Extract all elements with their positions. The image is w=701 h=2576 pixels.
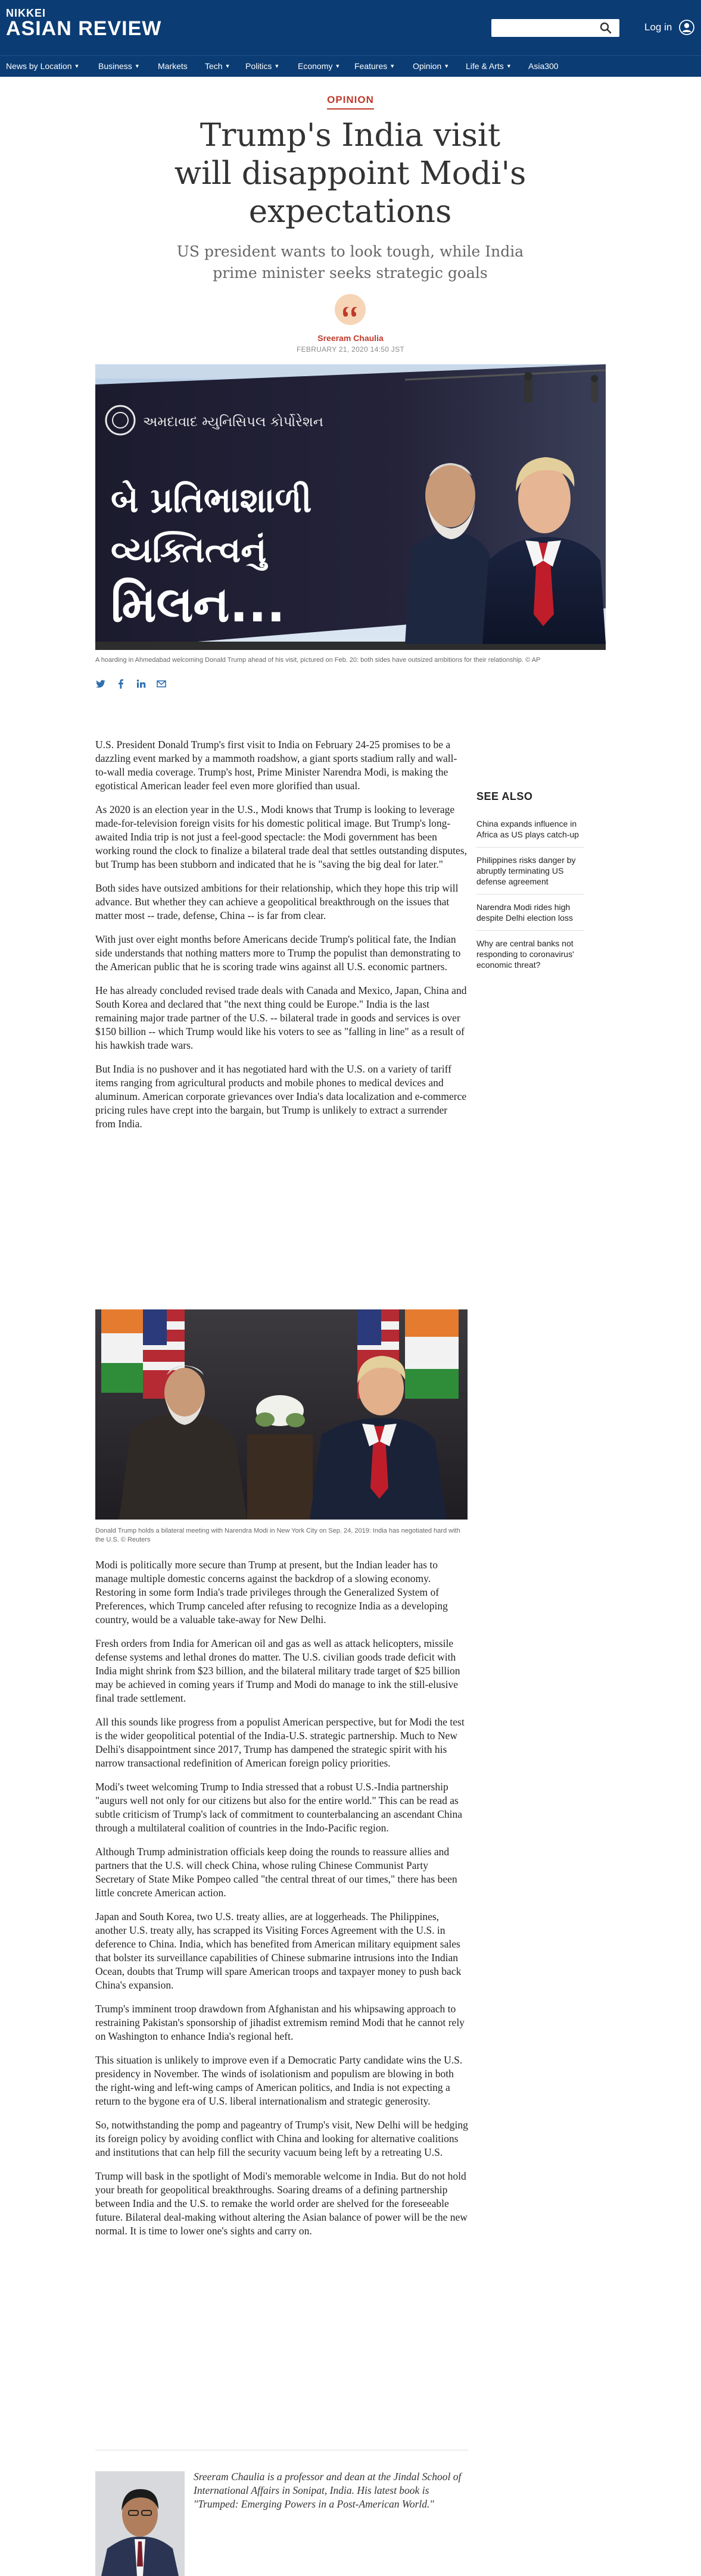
- facebook-icon[interactable]: [116, 679, 126, 689]
- nav-news-by-location[interactable]: News by Location ▼: [6, 61, 80, 71]
- article-paragraph: Trump's imminent troop drawdown from Afghanistan and his whipsawing approach to restraining Pakistan's sponsorship of jihadist extremism remind Modi that he cannot rely on Washington to enhance India's regional heft.: [95, 2003, 465, 2042]
- article-paragraph: Japan and South Korea, two U.S. treaty allies, are at loggerheads. The Philippines, another U.S. treaty ally, has scrapped its Visiting Forces Agreement with the U.S. in deference to China. India, which has benefited from American military equipment sales that bolster its surveillance capabilities of Chinese submarine intrusions into the Indian Ocean, doubts that Trump will spare American troops and taxpayer money to push back China's expansion.: [95, 1911, 462, 1991]
- article-paragraph: Although Trump administration officials keep doing the rounds to reassure allies and partners that the U.S. will check China, whose ruling Chinese Communist Party Secretary of State Mike Pompeo called "the central threat of our times," there has been little concrete American action.: [95, 1846, 457, 1899]
- billboard-line-1: બે પ્રતિભાશાળી: [111, 480, 312, 520]
- hero-image-billboard: [95, 364, 606, 650]
- article-subtitle: US president wants to look tough, while India prime minister seeks strategic goals: [176, 243, 524, 282]
- chevron-down-icon: ▼: [444, 63, 450, 69]
- article-paragraph: He has already concluded revised trade deals with Canada and Mexico, Japan, China and South Korea and declared that "the next thing could be Europe." India is the last remaining major trade partner of the U.S. -- bilateral trade in goods and services is over $150 billion -- which Trump would like his voters to see as "falling in line" as a result of his hawkish trade wars.: [95, 984, 467, 1051]
- logo-line-1: NIKKEI: [6, 7, 46, 19]
- section-label[interactable]: OPINION: [327, 94, 374, 110]
- nav-asia300[interactable]: Asia300: [528, 61, 559, 71]
- author-bio: Sreeram Chaulia is a professor and dean at the Jindal School of International Affairs in Sonipat, India. His latest book is "Trumped: Emerging Powers in a Post-American World.": [194, 2471, 462, 2510]
- nav-features[interactable]: Features ▼: [354, 61, 395, 71]
- nav-markets[interactable]: Markets: [158, 61, 188, 71]
- article-body-part-2: [95, 1558, 468, 2248]
- chevron-down-icon: ▼: [506, 63, 512, 69]
- article-paragraph: All this sounds like progress from a populist American perspective, but for Modi the test is the wider geopolitical potential of the India-U.S. strategic partnership. Much to New Delhi's disappointment since 2017, Trump has dampened the strategic spirit with his narrow transactional redefinition of American foreign policy priorities.: [95, 1716, 465, 1769]
- author-byline[interactable]: Sreeram Chaulia: [317, 333, 384, 343]
- article-title: Trump's India visit will disappoint Modi's expectations: [174, 117, 526, 230]
- billboard-line-3: મિલન...: [111, 577, 285, 633]
- chevron-down-icon: ▼: [390, 63, 395, 69]
- article-paragraph: Both sides have outsized ambitions for their relationship, which they hope this trip will advance. But whether they can achieve a geopolitical breakthrough on the issues that matter most -- trade, defense, China -- is far from clear.: [95, 882, 459, 921]
- article-paragraph: So, notwithstanding the pomp and pageantry of Trump's visit, New Delhi will be hedging its foreign policy by avoiding conflict with China and looking for alternative coalitions and institutions that can help fill the security vacuum being left by a retreating U.S.: [95, 2119, 468, 2158]
- author-avatar: [95, 2471, 185, 2576]
- nav-politics[interactable]: Politics ▼: [245, 61, 280, 71]
- nav-opinion[interactable]: Opinion ▼: [413, 61, 450, 71]
- login-link[interactable]: Log in: [644, 21, 672, 33]
- publish-date: FEBRUARY 21, 2020 14:50 JST: [296, 345, 405, 354]
- user-icon[interactable]: [679, 20, 694, 35]
- logo-line-2: ASIAN REVIEW: [6, 17, 162, 40]
- chevron-down-icon: ▼: [225, 63, 230, 69]
- see-also-link[interactable]: Narendra Modi rides high despite Delhi election loss: [476, 895, 584, 931]
- article-paragraph: Modi is politically more secure than Trump at present, but the Indian leader has to manage multiple domestic concerns against the backdrop of a slowing economy. Restoring in some form India's trade privileges through the Generalized System of Preferences, which Trump canceled after refusing to recognize India as a developing country, would be a valuable take-away for New Delhi.: [95, 1559, 448, 1625]
- article-paragraph: Fresh orders from India for American oil and gas as well as attack helicopters, missile defense systems and lethal drones do matter. The U.S. civilian goods trade deficit with India might shrink from $23 billion, and the bilateral military trade target of $25 billion may be achieved in coming years if Trump and Modi do manage to ink the still-elusive final trade settlement.: [95, 1637, 460, 1704]
- nav-tech[interactable]: Tech ▼: [205, 61, 230, 71]
- twitter-icon[interactable]: [95, 679, 106, 689]
- chevron-down-icon: ▼: [335, 63, 341, 69]
- nav-business[interactable]: Business ▼: [98, 61, 140, 71]
- article-paragraph: As 2020 is an election year in the U.S., Modi knows that Trump is looking to leverage made-for-television foreign visits for his domestic political image. But Trump's long-awaited India trip is not just a feel-good spectacle: the Modi government has been working round the clock to finalize a bilateral trade deal that settles outstanding disputes, but Trump has been stubborn and indicated that he is "saving the big deal for later.": [95, 804, 467, 870]
- linkedin-icon[interactable]: [136, 679, 147, 689]
- billboard-header-text: અમદાવાદ મ્યુનિસિપલ કોર્પોરેશન: [143, 414, 323, 430]
- article-paragraph: Trump will bask in the spotlight of Modi's memorable welcome in India. But do not hold your breath for geopolitical breakthroughs. Soaring dreams of a defining partnership between India and the U.S. to remake the world order are shelved for the foreseeable future. Bilateral deal-making without altering the Asian balance of power will be the new normal. It is time to lower one's sights and carry on.: [95, 2170, 468, 2237]
- article-paragraph: With just over eight months before Americans decide Trump's political fate, the Indian side understands that nothing matters more to Trump the populist than demonstrating to the American public that he is scoring trade wins against all U.S. economic partners.: [95, 933, 461, 973]
- search-icon[interactable]: [598, 21, 613, 35]
- see-also-link[interactable]: Philippines risks danger by abruptly terminating US defense agreement: [476, 848, 584, 895]
- see-also-link[interactable]: Why are central banks not responding to coronavirus' economic threat?: [476, 939, 574, 970]
- chevron-down-icon: ▼: [134, 63, 140, 69]
- email-icon[interactable]: [156, 679, 167, 689]
- billboard-line-2: વ્યક્તિત્વનું: [111, 530, 267, 570]
- photo-trump-modi-meeting: [95, 1309, 468, 1520]
- chevron-down-icon: ▼: [74, 63, 80, 69]
- site-header: [0, 0, 701, 55]
- chevron-down-icon: ▼: [274, 63, 280, 69]
- article-paragraph: Modi's tweet welcoming Trump to India stressed that a robust U.S.-India partnership "augurs well not only for our citizens but also for the entire world." This can be read as subtle criticism of Trump's lack of commitment to counterbalancing an ascendant China through a multilateral coalition of countries in the Indo-Pacific region.: [95, 1781, 463, 1834]
- site-logo[interactable]: [6, 8, 161, 39]
- nav-economy[interactable]: Economy ▼: [298, 61, 341, 71]
- photo2-caption: Donald Trump holds a bilateral meeting with Narendra Modi in New York City on Sep. 24, 2019: India has negotiated hard with the U.S. © Reuters: [95, 1527, 460, 1543]
- hero-caption: A hoarding in Ahmedabad welcoming Donald Trump ahead of his visit, pictured on Feb. 20: both sides have outsized ambitions for their relationship. © AP: [95, 656, 541, 664]
- section-kicker: [0, 94, 701, 110]
- see-also-panel: [476, 790, 584, 977]
- see-also-link[interactable]: China expands influence in Africa as US plays catch-up: [476, 818, 584, 848]
- article-paragraph: But India is no pushover and it has negotiated hard with the U.S. on a variety of tariff items ranging from agricultural products and mobile phones to medical devices and aluminum. American corporate grievances over India's data localization and e-commerce pricing rules have crept into the bargain, but Trump is unlikely to extract a surrender from India.: [95, 1063, 467, 1130]
- article-paragraph: This situation is unlikely to improve even if a Democratic Party candidate wins the U.S. presidency in November. The winds of isolationism and populism are blowing in both the right-wing and left-wing camps of American politics, and India is not expecting a return to the bygone era of U.S. liberal internationalism and strategic generosity.: [95, 2054, 463, 2107]
- main-nav: [0, 55, 701, 77]
- nav-life-arts[interactable]: Life & Arts ▼: [466, 61, 512, 71]
- opinion-author-icon: [335, 294, 366, 325]
- article-paragraph: U.S. President Donald Trump's first visit to India on February 24-25 promises to be a dazzling event marked by a mammoth roadshow, a giant sports stadium rally and wall-to-wall media coverage. Trump's host, Prime Minister Narendra Modi, is making the egotistical American leader feel even more glorified than usual.: [95, 739, 457, 792]
- article-body-part-1: [95, 738, 468, 1141]
- see-also-heading: SEE ALSO: [476, 790, 533, 802]
